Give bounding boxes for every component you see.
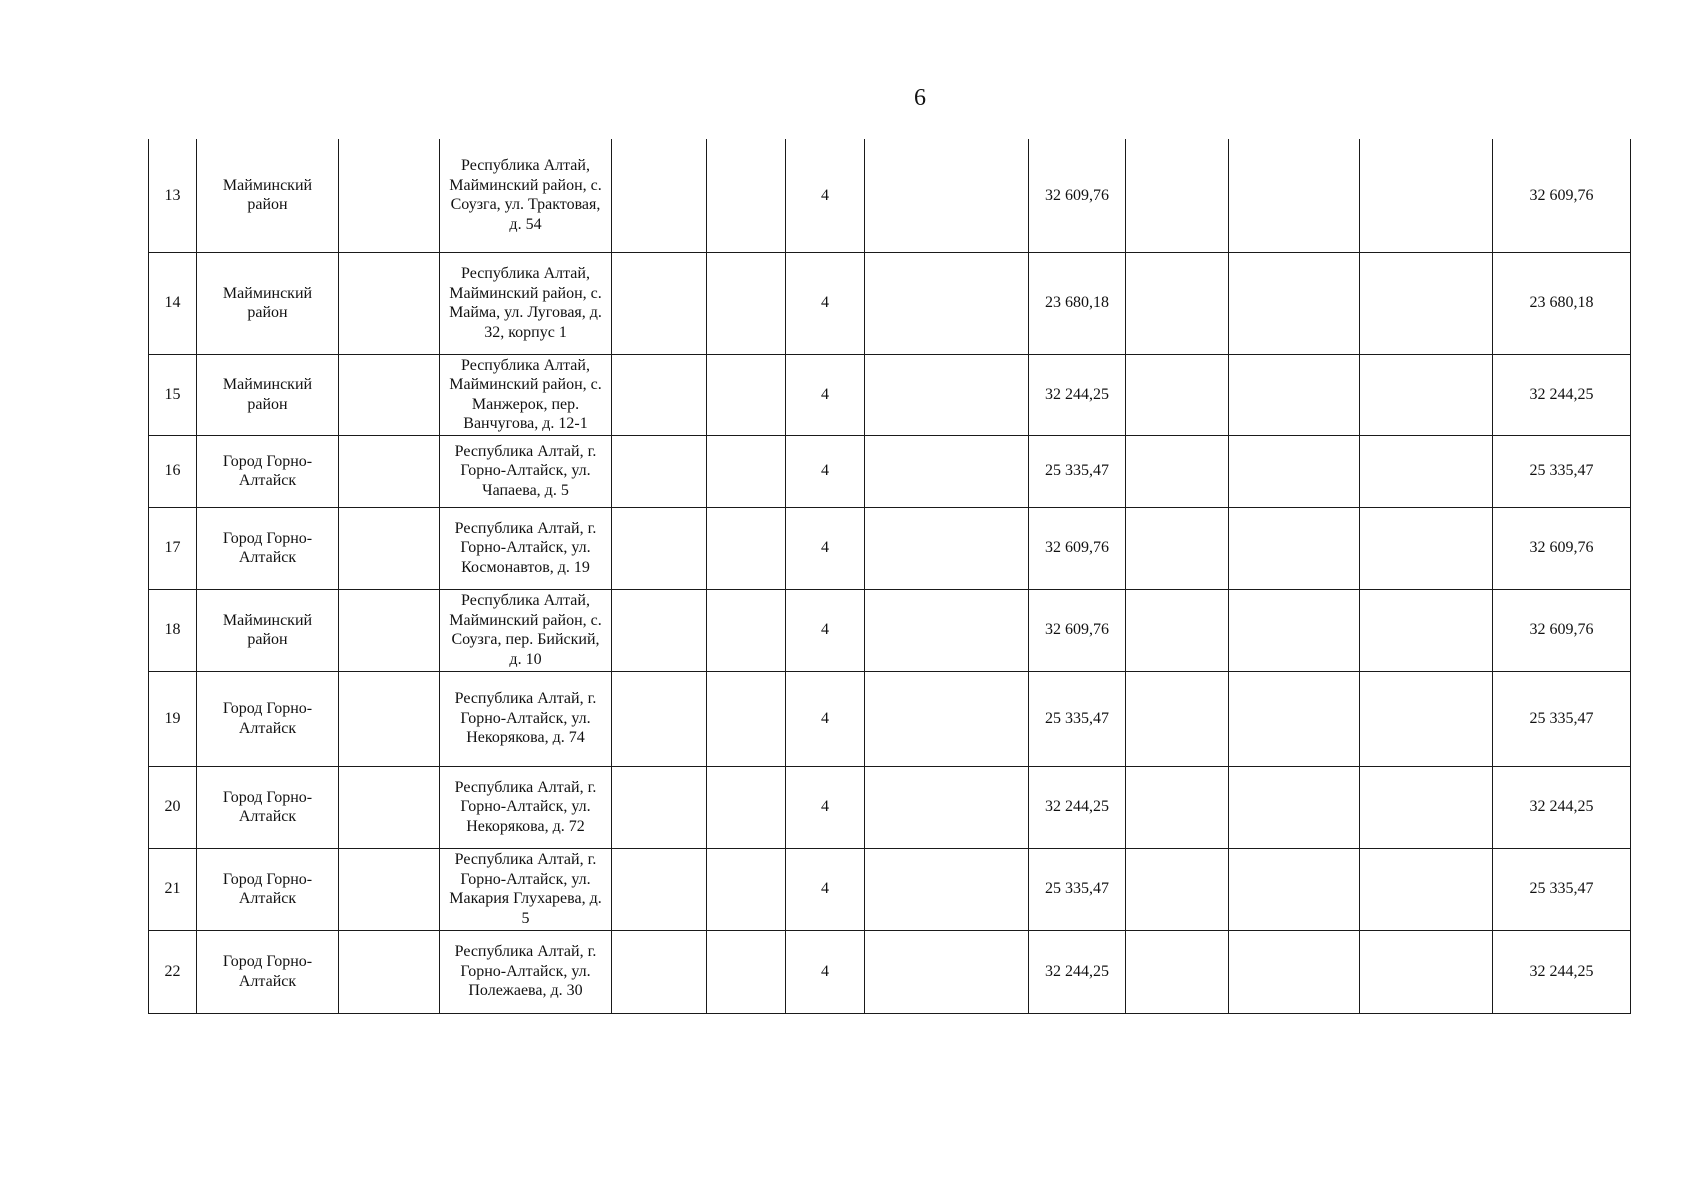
quantity-cell: 4 [786, 848, 865, 930]
address-cell: Республика Алтай, г. Горно-Алтайск, ул. Некорякова, д. 74 [440, 671, 612, 766]
empty-cell [707, 435, 786, 507]
quantity-cell: 4 [786, 252, 865, 354]
empty-cell [339, 930, 440, 1013]
empty-cell [1229, 848, 1360, 930]
empty-cell [1360, 930, 1493, 1013]
row-number: 22 [149, 930, 197, 1013]
empty-cell [612, 354, 707, 435]
empty-cell [339, 139, 440, 252]
empty-cell [1360, 589, 1493, 671]
table-row [149, 930, 1631, 1013]
empty-cell [612, 435, 707, 507]
empty-cell [339, 589, 440, 671]
empty-cell [1126, 930, 1229, 1013]
empty-cell [1229, 930, 1360, 1013]
row-number: 15 [149, 354, 197, 435]
empty-cell [707, 766, 786, 848]
empty-cell [707, 671, 786, 766]
quantity-cell: 4 [786, 507, 865, 589]
empty-cell [1126, 766, 1229, 848]
document-table [148, 139, 1631, 1014]
table-row [149, 435, 1631, 507]
row-number: 20 [149, 766, 197, 848]
empty-cell [865, 354, 1029, 435]
address-cell: Республика Алтай, г. Горно-Алтайск, ул. Чапаева, д. 5 [440, 435, 612, 507]
empty-cell [1229, 589, 1360, 671]
empty-cell [865, 139, 1029, 252]
district-cell: Город Горно-Алтайск [197, 507, 339, 589]
total-cell: 32 609,76 [1493, 589, 1631, 671]
quantity-cell: 4 [786, 435, 865, 507]
district-cell: Майминский район [197, 589, 339, 671]
empty-cell [707, 930, 786, 1013]
empty-cell [865, 671, 1029, 766]
empty-cell [339, 671, 440, 766]
row-number: 18 [149, 589, 197, 671]
empty-cell [612, 139, 707, 252]
empty-cell [612, 507, 707, 589]
table-row [149, 671, 1631, 766]
sum-cell: 25 335,47 [1029, 848, 1126, 930]
empty-cell [1126, 139, 1229, 252]
empty-cell [612, 848, 707, 930]
address-cell: Республика Алтай, г. Горно-Алтайск, ул. Макария Глухарева, д. 5 [440, 848, 612, 930]
sum-cell: 23 680,18 [1029, 252, 1126, 354]
row-number: 21 [149, 848, 197, 930]
empty-cell [612, 671, 707, 766]
quantity-cell: 4 [786, 671, 865, 766]
district-cell: Майминский район [197, 354, 339, 435]
empty-cell [339, 507, 440, 589]
empty-cell [1126, 354, 1229, 435]
empty-cell [339, 435, 440, 507]
empty-cell [612, 589, 707, 671]
empty-cell [865, 252, 1029, 354]
row-number: 13 [149, 139, 197, 252]
sum-cell: 32 609,76 [1029, 589, 1126, 671]
empty-cell [865, 589, 1029, 671]
total-cell: 32 244,25 [1493, 930, 1631, 1013]
total-cell: 25 335,47 [1493, 671, 1631, 766]
quantity-cell: 4 [786, 354, 865, 435]
table-row [149, 139, 1631, 252]
empty-cell [865, 507, 1029, 589]
empty-cell [1360, 435, 1493, 507]
empty-cell [1126, 252, 1229, 354]
quantity-cell: 4 [786, 589, 865, 671]
address-cell: Республика Алтай, г. Горно-Алтайск, ул. Космонавтов, д. 19 [440, 507, 612, 589]
total-cell: 32 244,25 [1493, 766, 1631, 848]
address-cell: Республика Алтай, Майминский район, с. Соузга, пер. Бийский, д. 10 [440, 589, 612, 671]
district-cell: Майминский район [197, 252, 339, 354]
empty-cell [1360, 766, 1493, 848]
empty-cell [1126, 671, 1229, 766]
district-cell: Город Горно-Алтайск [197, 435, 339, 507]
empty-cell [865, 766, 1029, 848]
row-number: 17 [149, 507, 197, 589]
address-cell: Республика Алтай, г. Горно-Алтайск, ул. Некорякова, д. 72 [440, 766, 612, 848]
empty-cell [339, 848, 440, 930]
empty-cell [612, 766, 707, 848]
empty-cell [1229, 766, 1360, 848]
total-cell: 23 680,18 [1493, 252, 1631, 354]
empty-cell [865, 848, 1029, 930]
address-cell: Республика Алтай, Майминский район, с. Майма, ул. Луговая, д. 32, корпус 1 [440, 252, 612, 354]
address-cell: Республика Алтай, г. Горно-Алтайск, ул. Полежаева, д. 30 [440, 930, 612, 1013]
empty-cell [1360, 354, 1493, 435]
empty-cell [339, 766, 440, 848]
table-row [149, 507, 1631, 589]
row-number: 16 [149, 435, 197, 507]
empty-cell [1360, 252, 1493, 354]
empty-cell [1360, 507, 1493, 589]
sum-cell: 25 335,47 [1029, 435, 1126, 507]
table-row [149, 766, 1631, 848]
empty-cell [1126, 507, 1229, 589]
empty-cell [1360, 848, 1493, 930]
empty-cell [865, 435, 1029, 507]
empty-cell [1126, 848, 1229, 930]
empty-cell [707, 589, 786, 671]
quantity-cell: 4 [786, 930, 865, 1013]
sum-cell: 32 609,76 [1029, 139, 1126, 252]
empty-cell [1229, 354, 1360, 435]
sum-cell: 32 244,25 [1029, 766, 1126, 848]
district-cell: Город Горно-Алтайск [197, 671, 339, 766]
table-row [149, 589, 1631, 671]
empty-cell [865, 930, 1029, 1013]
empty-cell [707, 252, 786, 354]
sum-cell: 32 244,25 [1029, 930, 1126, 1013]
total-cell: 25 335,47 [1493, 435, 1631, 507]
quantity-cell: 4 [786, 139, 865, 252]
district-cell: Майминский район [197, 139, 339, 252]
address-cell: Республика Алтай, Майминский район, с. Манжерок, пер. Ванчугова, д. 12-1 [440, 354, 612, 435]
empty-cell [1229, 435, 1360, 507]
empty-cell [1229, 507, 1360, 589]
table-row [149, 848, 1631, 930]
empty-cell [1229, 252, 1360, 354]
total-cell: 32 609,76 [1493, 507, 1631, 589]
district-cell: Город Горно-Алтайск [197, 766, 339, 848]
total-cell: 32 609,76 [1493, 139, 1631, 252]
quantity-cell: 4 [786, 766, 865, 848]
empty-cell [707, 354, 786, 435]
table-row [149, 252, 1631, 354]
empty-cell [707, 507, 786, 589]
district-cell: Город Горно-Алтайск [197, 848, 339, 930]
district-cell: Город Горно-Алтайск [197, 930, 339, 1013]
empty-cell [1360, 139, 1493, 252]
address-cell: Республика Алтай, Майминский район, с. Соузга, ул. Трактовая, д. 54 [440, 139, 612, 252]
empty-cell [339, 252, 440, 354]
page-number: 6 [914, 85, 926, 111]
empty-cell [1126, 435, 1229, 507]
empty-cell [1229, 139, 1360, 252]
empty-cell [1126, 589, 1229, 671]
sum-cell: 25 335,47 [1029, 671, 1126, 766]
empty-cell [612, 930, 707, 1013]
empty-cell [707, 139, 786, 252]
empty-cell [339, 354, 440, 435]
empty-cell [1229, 671, 1360, 766]
sum-cell: 32 244,25 [1029, 354, 1126, 435]
empty-cell [612, 252, 707, 354]
sum-cell: 32 609,76 [1029, 507, 1126, 589]
table-row [149, 354, 1631, 435]
total-cell: 32 244,25 [1493, 354, 1631, 435]
empty-cell [1360, 671, 1493, 766]
empty-cell [707, 848, 786, 930]
row-number: 14 [149, 252, 197, 354]
row-number: 19 [149, 671, 197, 766]
total-cell: 25 335,47 [1493, 848, 1631, 930]
